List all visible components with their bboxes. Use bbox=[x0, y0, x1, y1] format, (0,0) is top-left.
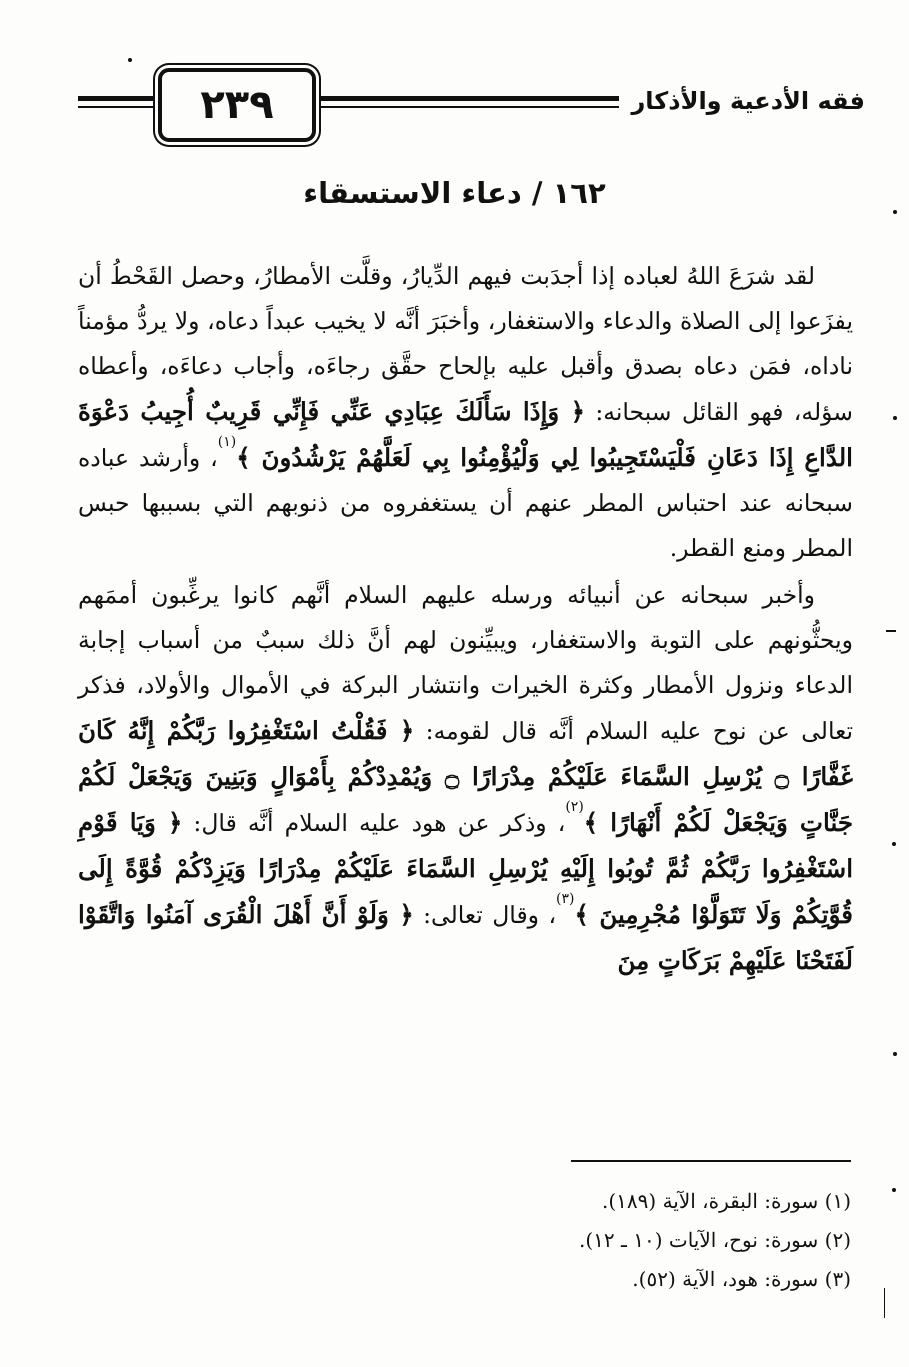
scan-mark bbox=[893, 1052, 897, 1056]
footnote-item: (٢) سورة: نوح، الآيات (١٠ ـ ١٢). bbox=[579, 1228, 851, 1252]
scan-mark bbox=[892, 1188, 896, 1192]
body-span: لقد شرَعَ اللهُ لعباده إذا أجدَبت فيهم الدِّيارُ، وقلَّت الأمطارُ، وحصل القَحْطُ أن يفزَعوا إلى الصلاة والدعاء والاستغفار، وأخبَرَ أنَّه لا يخيب عبداً دعاه، ولا يردُّ مؤمناً ناداه، فمَن دعاه بصدق وأقبل عليه بإلحاح حقَّق رجاءَه، وأجاب دعاءَه، وأعطاه سؤله، فهو القائل سبحانه: bbox=[78, 262, 853, 426]
body-span: ، وقال تعالى: bbox=[413, 901, 557, 929]
body-span: وأخبر سبحانه عن أنبيائه ورسله عليهم السلام أنَّهم كانوا يرغِّبون أممَهم ويحثُّونهم على التوبة والاستغفار، ويبيِّنون لهم أنَّ ذلك سببٌ من أسباب إجابة الدعاء ونزول الأمطار وكثرة الخيرات وانتشار البركة في الأموال والأولاد، فذكر تعالى عن نوح عليه السلام أنَّه قال لقومه: bbox=[78, 581, 853, 745]
scan-mark bbox=[892, 842, 896, 846]
footnote-item: (١) سورة: البقرة، الآية (١٨٩). bbox=[602, 1189, 851, 1213]
scan-mark bbox=[893, 416, 897, 420]
quran-verse: ﴿ وَيَا قَوْمِ اسْتَغْفِرُوا رَبَّكُمْ ثُمَّ تُوبُوا إِلَيْهِ يُرْسِلِ السَّمَاءَ عَلَيْكُمْ مِدْرَارًا وَيَزِدْكُمْ قُوَّةً إِلَى قُوَّتِكُمْ وَلَا تَتَوَلَّوْا مُجْرِمِينَ ﴾ bbox=[78, 808, 853, 929]
page-header bbox=[78, 68, 865, 146]
body-span: ، وذكر عن هود عليه السلام أنَّه قال: bbox=[182, 809, 566, 837]
paragraph bbox=[78, 573, 853, 984]
running-title: فقه الأدعية والأذكار bbox=[619, 86, 865, 116]
body-text bbox=[78, 254, 853, 984]
footnotes bbox=[78, 1182, 851, 1299]
quran-verse: ﴿ وَلَوْ أَنَّ أَهْلَ الْقُرَى آمَنُوا وَاتَّقَوْا لَفَتَحْنَا عَلَيْهِمْ بَرَكَاتٍ مِنَ bbox=[78, 900, 853, 975]
body-span: ، وأرشد عباده سبحانه عند احتباس المطر عنهم أن يستغفروه من ذنوبهم التي بسببها حبس المطر ومنع القطر. bbox=[78, 444, 853, 562]
footnote-separator bbox=[571, 1160, 851, 1162]
scan-mark bbox=[893, 210, 897, 214]
footnote-ref: (٣) bbox=[556, 891, 575, 907]
quran-verse: ﴿ فَقُلْتُ اسْتَغْفِرُوا رَبَّكُمْ إِنَّهُ كَانَ غَفَّارًا ۝ يُرْسِلِ السَّمَاءَ عَلَيْكُمْ مِدْرَارًا ۝ وَيُمْدِدْكُمْ بِأَمْوَالٍ وَبَنِينَ وَيَجْعَلْ لَكُمْ جَنَّاتٍ وَيَجْعَلْ لَكُمْ أَنْهَارًا ﴾ bbox=[78, 716, 853, 837]
footnote-ref: (١) bbox=[217, 434, 237, 450]
scan-mark bbox=[886, 630, 896, 632]
chapter-title: ١٦٢ / دعاء الاستسقاء bbox=[303, 176, 606, 210]
quran-verse: ﴿ وَإِذَا سَأَلَكَ عِبَادِي عَنِّي فَإِنِّي قَرِيبٌ أُجِيبُ دَعْوَةَ الدَّاعِ إِذَا دَعَانِ فَلْيَسْتَجِيبُوا لِي وَلْيُؤْمِنُوا بِي لَعَلَّهُمْ يَرْشُدُونَ ﴾ bbox=[78, 397, 853, 472]
footnote-ref: (٢) bbox=[565, 799, 584, 815]
scan-mark bbox=[128, 58, 132, 62]
page-number-box: ٢٣٩ bbox=[158, 68, 316, 142]
scan-mark bbox=[884, 1288, 885, 1318]
footnote-item: (٣) سورة: هود، الآية (٥٢). bbox=[632, 1267, 851, 1291]
paragraph bbox=[78, 254, 853, 571]
